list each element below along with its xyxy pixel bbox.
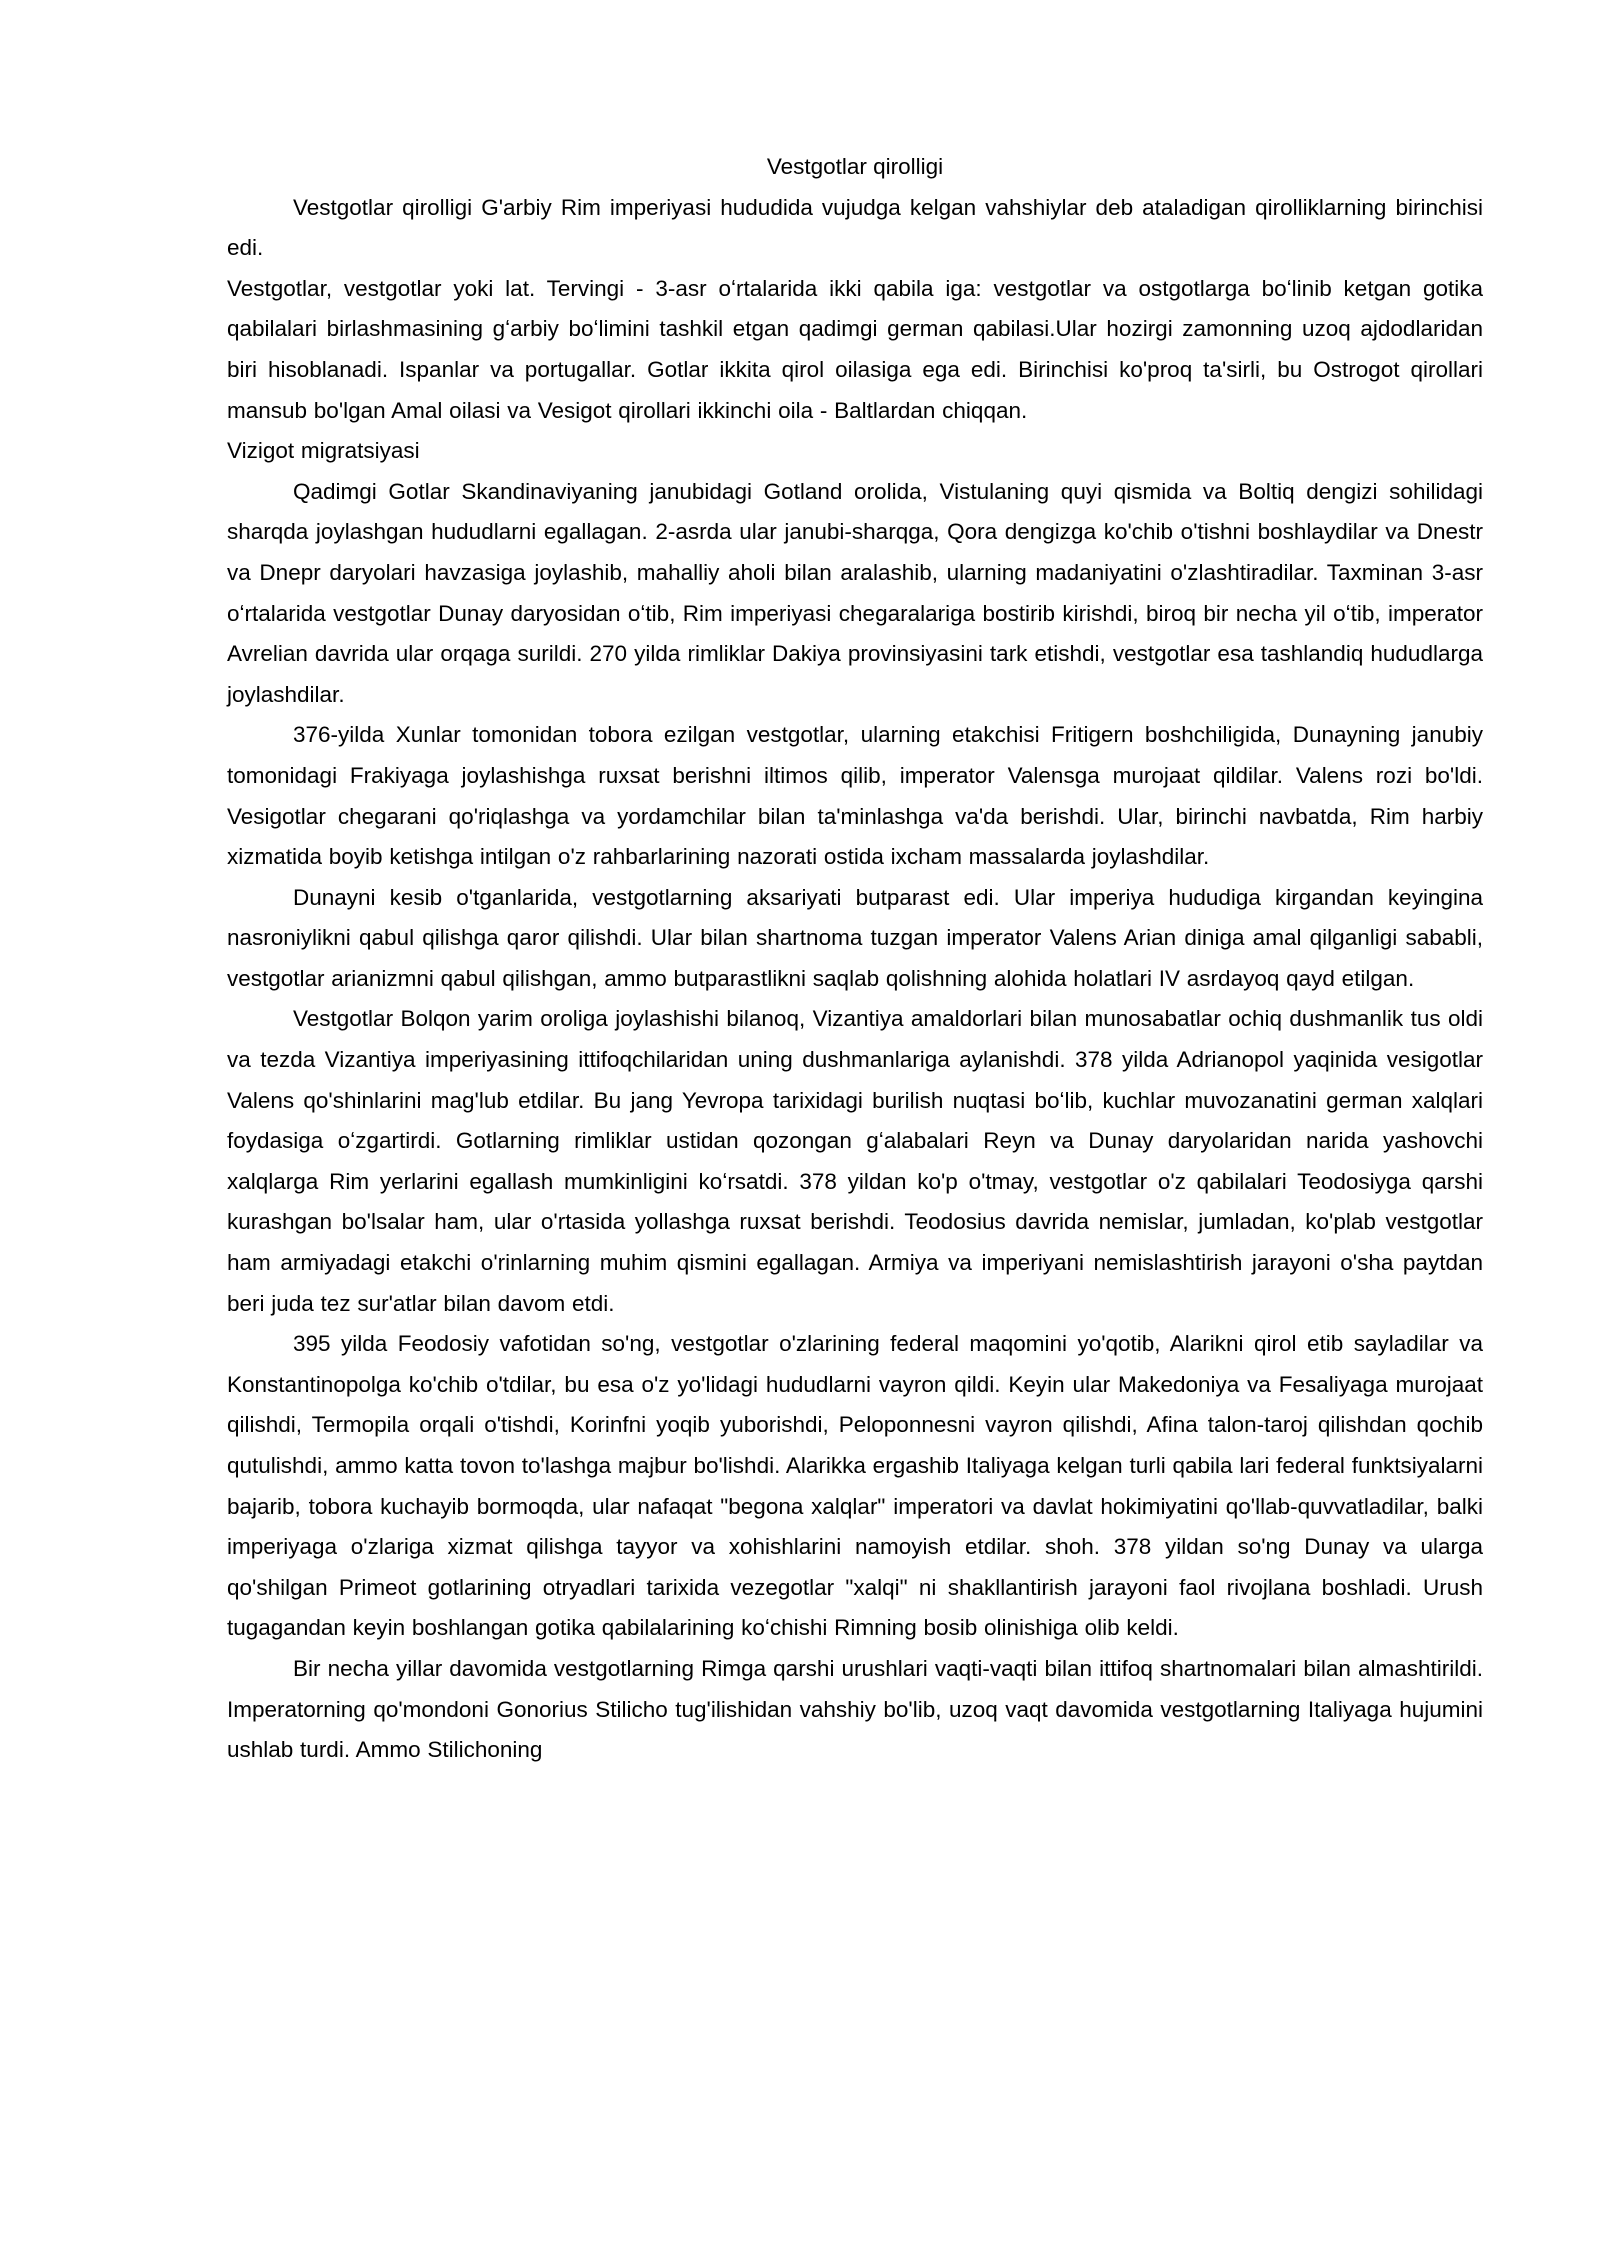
paragraph-stilicho: Bir necha yillar davomida vestgotlarning Rimga qarshi urushlari vaqti-vaqti bilan ittifoq shartnomalari bilan almashtirildi. Imperatorning qo'mondoni Gonorius Stilicho tug'ilishidan vahshiy bo'lib, uzoq vaqt davomida vestgotlarning Italiyaga hujumini ushlab turdi. Ammo Stilichoning [227,1655,1483,1763]
paragraph-395-alaric: 395 yilda Feodosiy vafotidan so'ng, vestgotlar o'zlarining federal maqomini yo'qotib, Alarikni qirol etib sayladilar va Konstantinopolga ko'chib o'tdilar, bu esa o'z yo'lidagi hududlarni vayron qildi. Keyin ular Makedoniya va Fesaliyaga murojaat qilishdi, Termopila orqali o'tishdi, Korinfni yoqib yuborishdi, Peloponnesni vayron qilishdi, Afina talon-taroj qilishdan qochib qutulishdi, ammo katta tovon to'lashga majbur bo'lishdi. Alarikka ergashib Italiyaga kelgan turli qabila lari federal funktsiyalarni bajarib, tobora kuchayib bormoqda, ular nafaqat "begona xalqlar" imperatori va davlat hokimiyatini qo'llab-quvvatladilar, balki imperiyaga o'zlariga xizmat qilishga tayyor va xohishlarini namoyish etdilar. shoh. 378 yildan so'ng Dunay va ularga qo'shilgan Primeot gotlarining otryadlari tarixida vezegotlar "xalqi" ni shakllantirish jarayoni faol rivojlana boshladi. Urush tugagandan keyin boshlangan gotika qabilalarining koʻchishi Rimning bosib olinishiga olib keldi. [227,1331,1483,1641]
paragraph-definition: Vestgotlar, vestgotlar yoki lat. Tervingi - 3-asr oʻrtalarida ikki qabila iga: vestgotlar va ostgotlarga boʻlinib ketgan gotika qabilalari birlashmasining gʻarbiy boʻlimini tashkil etgan qadimgi german qabilasi.Ular hozirgi zamonning uzoq ajdodlaridan biri hisoblanadi. Ispanlar va portugallar. Gotlar ikkita qirol oilasiga ega edi. Birinchisi ko'proq ta'sirli, bu Ostrogot qirollari mansub bo'lgan Amal oilasi va Vesigot qirollari ikkinchi oila - Baltlardan chiqqan. [227,275,1483,423]
paragraph-intro: Vestgotlar qirolligi G'arbiy Rim imperiyasi hududida vujudga kelgan vahshiylar deb ataladigan qirolliklarning birinchisi edi. [227,194,1483,261]
paragraph-origins: Qadimgi Gotlar Skandinaviyaning janubidagi Gotland orolida, Vistulaning quyi qismida va Boltiq dengizi sohilidagi sharqda joylashgan hududlarni egallagan. 2-asrda ular janubi-sharqga, Qora dengizga ko'chib o'tishni boshlaydilar va Dnestr va Dnepr daryolari havzasiga joylashib, mahalliy aholi bilan aralashib, ularning madaniyatini o'zlashtiradilar. Taxminan 3-asr oʻrtalarida vestgotlar Dunay daryosidan oʻtib, Rim imperiyasi chegaralariga bostirib kirishdi, biroq bir necha yil oʻtib, imperator Avrelian davrida ular orqaga surildi. 270 yilda rimliklar Dakiya provinsiyasini tark etishdi, vestgotlar esa tashlandiq hududlarga joylashdilar. [227,478,1483,707]
section-heading-vizigot-migratsiyasi: Vizigot migratsiyasi [227,438,420,464]
document-title: Vestgotlar qirolligi [766,154,944,179]
paragraph-balkans-adrianople: Vestgotlar Bolqon yarim oroliga joylashishi bilanoq, Vizantiya amaldorlari bilan munosabatlar ochiq dushmanlik tus oldi va tezda Vizantiya imperiyasining ittifoqchilaridan uning dushmanlariga aylanishdi. 378 yilda Adrianopol yaqinida vesigotlar Valens qo'shinlarini mag'lub etdilar. Bu jang Yevropa tarixidagi burilish nuqtasi boʻlib, kuchlar muvozanatini german xalqlari foydasiga oʻzgartirdi. Gotlarning rimliklar ustidan qozongan gʻalabalari Reyn va Dunay daryolaridan narida yashovchi xalqlarga Rim yerlarini egallash mumkinligini koʻrsatdi. 378 yildan ko'p o'tmay, vestgotlar o'z qabilalari Teodosiyga qarshi kurashgan bo'lsalar ham, ular o'rtasida yollashga ruxsat berishdi. Teodosius davrida nemislar, jumladan, ko'plab vestgotlar ham armiyadagi etakchi o'rinlarning muhim qismini egallagan. Armiya va imperiyani nemislashtirish jarayoni o'sha paytdan beri juda tez sur'atlar bilan davom etdi. [227,1006,1483,1316]
paragraph-religion: Dunayni kesib o'tganlarida, vestgotlarning aksariyati butparast edi. Ular imperiya hududiga kirgandan keyingina nasroniylikni qabul qilishga qaror qilishdi. Ular bilan shartnoma tuzgan imperator Valens Arian diniga amal qilganligi sababli, vestgotlar arianizmni qabul qilishgan, ammo butparastlikni saqlab qolishning alohida holatlari IV asrdayoq qayd etilgan. [227,884,1483,991]
paragraph-376-huns: 376-yilda Xunlar tomonidan tobora ezilgan vestgotlar, ularning etakchisi Fritigern boshchiligida, Dunayning janubiy tomonidagi Frakiyaga joylashishga ruxsat berishni iltimos qilib, imperator Valensga murojaat qildilar. Valens rozi bo'ldi. Vesigotlar chegarani qo'riqlashga va yordamchilar bilan ta'minlashga va'da berishdi. Ular, birinchi navbatda, Rim harbiy xizmatida boyib ketishga intilgan o'z rahbarlarining nazorati ostida ixcham massalarda joylashdilar. [227,722,1483,870]
